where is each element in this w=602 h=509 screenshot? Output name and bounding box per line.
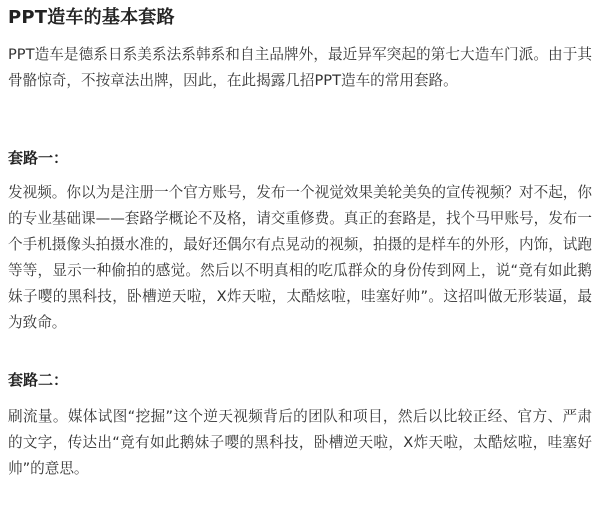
article-title: PPT造车的基本套路 bbox=[8, 7, 175, 28]
intro-paragraph: PPT造车是德系日系美系法系韩系和自主品牌外，最近异军突起的第七大造车门派。由于其骨骼惊奇，不按章法出牌，因此，在此揭露几招PPT造车的常用套路。 bbox=[8, 46, 592, 89]
section-heading-1: 套路一： bbox=[8, 149, 69, 167]
section-body-1: 发视频。你以为是注册一个官方账号，发布一个视觉效果美轮美奂的宣传视频？对不起，你的专业基础课——套路学概论不及格，请交重修费。真正的套路是，找个马甲账号，发布一个手机摄像头拍摄水准的，最好还偶尔有点晃动的视频，拍摄的是样车的外形，内饰，试跑等等，显示一种偷拍的感觉。然后以不明真相的吃瓜群众的身份传到网上，说“竟有如此鹅妹子嘤的黑科技，卧槽逆天啦，X炸天啦，太酷炫啦，哇塞好帅”。这招叫做无形装逼，最为致命。 bbox=[8, 184, 592, 331]
section-heading-2: 套路二： bbox=[8, 371, 69, 389]
section-body-2: 刷流量。媒体试图“挖掘”这个逆天视频背后的团队和项目，然后以比较正经、官方、严肃的文字，传达出“竟有如此鹅妹子嘤的黑科技，卧槽逆天啦，X炸天啦，太酷炫啦，哇塞好帅”的意思。 bbox=[8, 408, 592, 477]
